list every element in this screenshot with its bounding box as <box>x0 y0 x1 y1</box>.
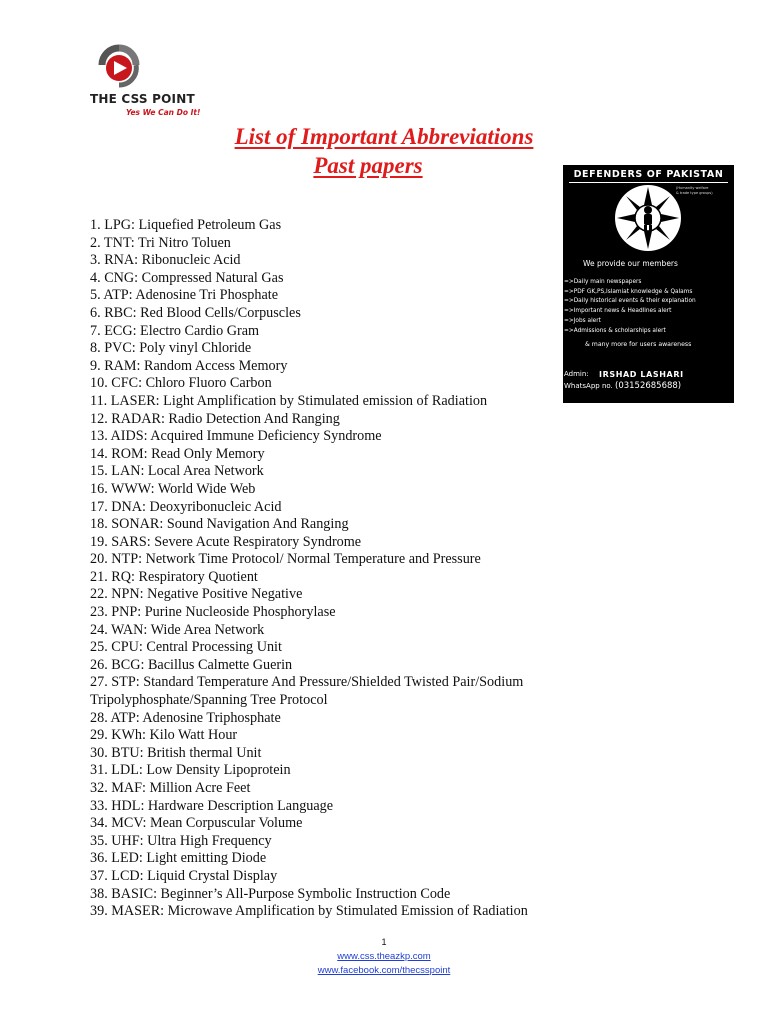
list-item: 8. PVC: Poly vinyl Chloride <box>90 340 252 357</box>
list-item: 2. TNT: Tri Nitro Toluen <box>90 234 231 251</box>
ad-heading: DEFENDERS OF PAKISTAN <box>573 169 724 180</box>
list-item: 26. BCG: Bacillus Calmette Guerin <box>90 656 293 673</box>
logo-tagline: Yes We Can Do It! <box>126 108 201 117</box>
list-item: 1. LPG: Liquefied Petroleum Gas <box>90 217 282 233</box>
list-item: 39. MASER: Microwave Amplification by Stimulated Emission of Radiation <box>90 903 528 920</box>
list-item: 22. NPN: Negative Positive Negative <box>90 586 303 603</box>
logo-name: THE CSS POINT <box>90 92 195 106</box>
star-emblem-icon <box>613 183 683 253</box>
ad-subheading: We provide our members <box>583 259 678 268</box>
ad-feature-item: =>Important news & Headlines alert <box>564 308 672 315</box>
list-item: 23. PNP: Purine Nucleoside Phosphorylase <box>90 604 336 621</box>
list-item: 17. DNA: Deoxyribonucleic Acid <box>90 498 282 515</box>
list-item: 4. CNG: Compressed Natural Gas <box>90 269 284 286</box>
list-item: 27. STP: Standard Temperature And Pressure/Shielded Twisted Pair/Sodium Tripolyphosphate/Spanning Tree Protocol <box>90 674 524 709</box>
list-item: 38. BASIC: Beginner’s All-Purpose Symbolic Instruction Code <box>90 885 451 902</box>
ad-feature-item: =>Daily historical events & their explanation <box>564 298 696 305</box>
list-item: 15. LAN: Local Area Network <box>90 463 264 480</box>
ad-more-text: & many more for users awareness <box>585 341 692 348</box>
page-number: 1 <box>381 937 387 947</box>
list-item: 5. ATP: Adenosine Tri Phosphate <box>90 287 279 304</box>
ad-phone-number: (03152685688) <box>615 381 682 391</box>
list-item: 33. HDL: Hardware Description Language <box>90 797 334 814</box>
css-point-logo <box>90 44 200 122</box>
list-item: 12. RADAR: Radio Detection And Ranging <box>90 410 340 427</box>
list-item: 29. KWh: Kilo Watt Hour <box>90 727 238 744</box>
list-item: 36. LED: Light emitting Diode <box>90 850 267 867</box>
abbreviation-list <box>90 217 590 921</box>
page-title: List of Important Abbreviations <box>234 124 534 149</box>
ad-feature-item: =>Jobs alert <box>564 317 601 324</box>
css-point-logo-icon <box>98 44 140 92</box>
defenders-ad-card <box>563 165 734 403</box>
list-item: 30. BTU: British thermal Unit <box>90 744 262 761</box>
list-item: 3. RNA: Ribonucleic Acid <box>90 252 241 269</box>
list-item: 11. LASER: Light Amplification by Stimulated emission of Radiation <box>90 392 488 409</box>
ad-admin-name: IRSHAD LASHARI <box>599 370 684 379</box>
ad-feature-list <box>564 278 696 336</box>
list-item: 19. SARS: Severe Acute Respiratory Syndrome <box>90 533 362 550</box>
website-link[interactable]: www.css.theazkp.com <box>337 951 431 962</box>
list-item: 7. ECG: Electro Cardio Gram <box>90 322 260 339</box>
list-item: 9. RAM: Random Access Memory <box>90 357 288 374</box>
list-item: 31. LDL: Low Density Lipoprotein <box>90 762 291 779</box>
ad-admin-label: Admin: <box>564 370 589 378</box>
list-item: 21. RQ: Respiratory Quotient <box>90 568 258 585</box>
facebook-link[interactable]: www.facebook.com/thecsspoint <box>317 965 451 976</box>
ad-note: (Humanity welfare <box>676 186 709 190</box>
list-item: 24. WAN: Wide Area Network <box>90 621 265 638</box>
ad-feature-item: =>Daily main newspapers <box>564 279 642 285</box>
list-item: 18. SONAR: Sound Navigation And Ranging <box>90 516 349 533</box>
list-item: 14. ROM: Read Only Memory <box>90 445 265 462</box>
list-item: 32. MAF: Million Acre Feet <box>90 780 251 796</box>
list-item: 25. CPU: Central Processing Unit <box>90 639 282 656</box>
list-item: 13. AIDS: Acquired Immune Deficiency Syndrome <box>90 428 382 445</box>
ad-note: & trade type groups) <box>676 191 713 195</box>
list-item: 34. MCV: Mean Corpuscular Volume <box>90 815 303 832</box>
list-item: 28. ATP: Adenosine Triphosphate <box>90 709 281 726</box>
ad-whatsapp-label: WhatsApp no. <box>564 382 613 390</box>
list-item: 20. NTP: Network Time Protocol/ Normal Temperature and Pressure <box>90 551 481 568</box>
page-subtitle: Past papers <box>313 153 423 178</box>
list-item: 16. WWW: World Wide Web <box>90 480 256 497</box>
list-item: 35. UHF: Ultra High Frequency <box>90 832 272 849</box>
list-item: 10. CFC: Chloro Fluoro Carbon <box>90 375 272 392</box>
list-item: 37. LCD: Liquid Crystal Display <box>90 867 278 884</box>
list-item: 6. RBC: Red Blood Cells/Corpuscles <box>90 304 301 321</box>
ad-feature-item: =>PDF GK,PS,Islamiat knowledge & Qalams <box>564 288 693 295</box>
ad-feature-item: =>Admissions & scholarships alert <box>564 327 666 334</box>
